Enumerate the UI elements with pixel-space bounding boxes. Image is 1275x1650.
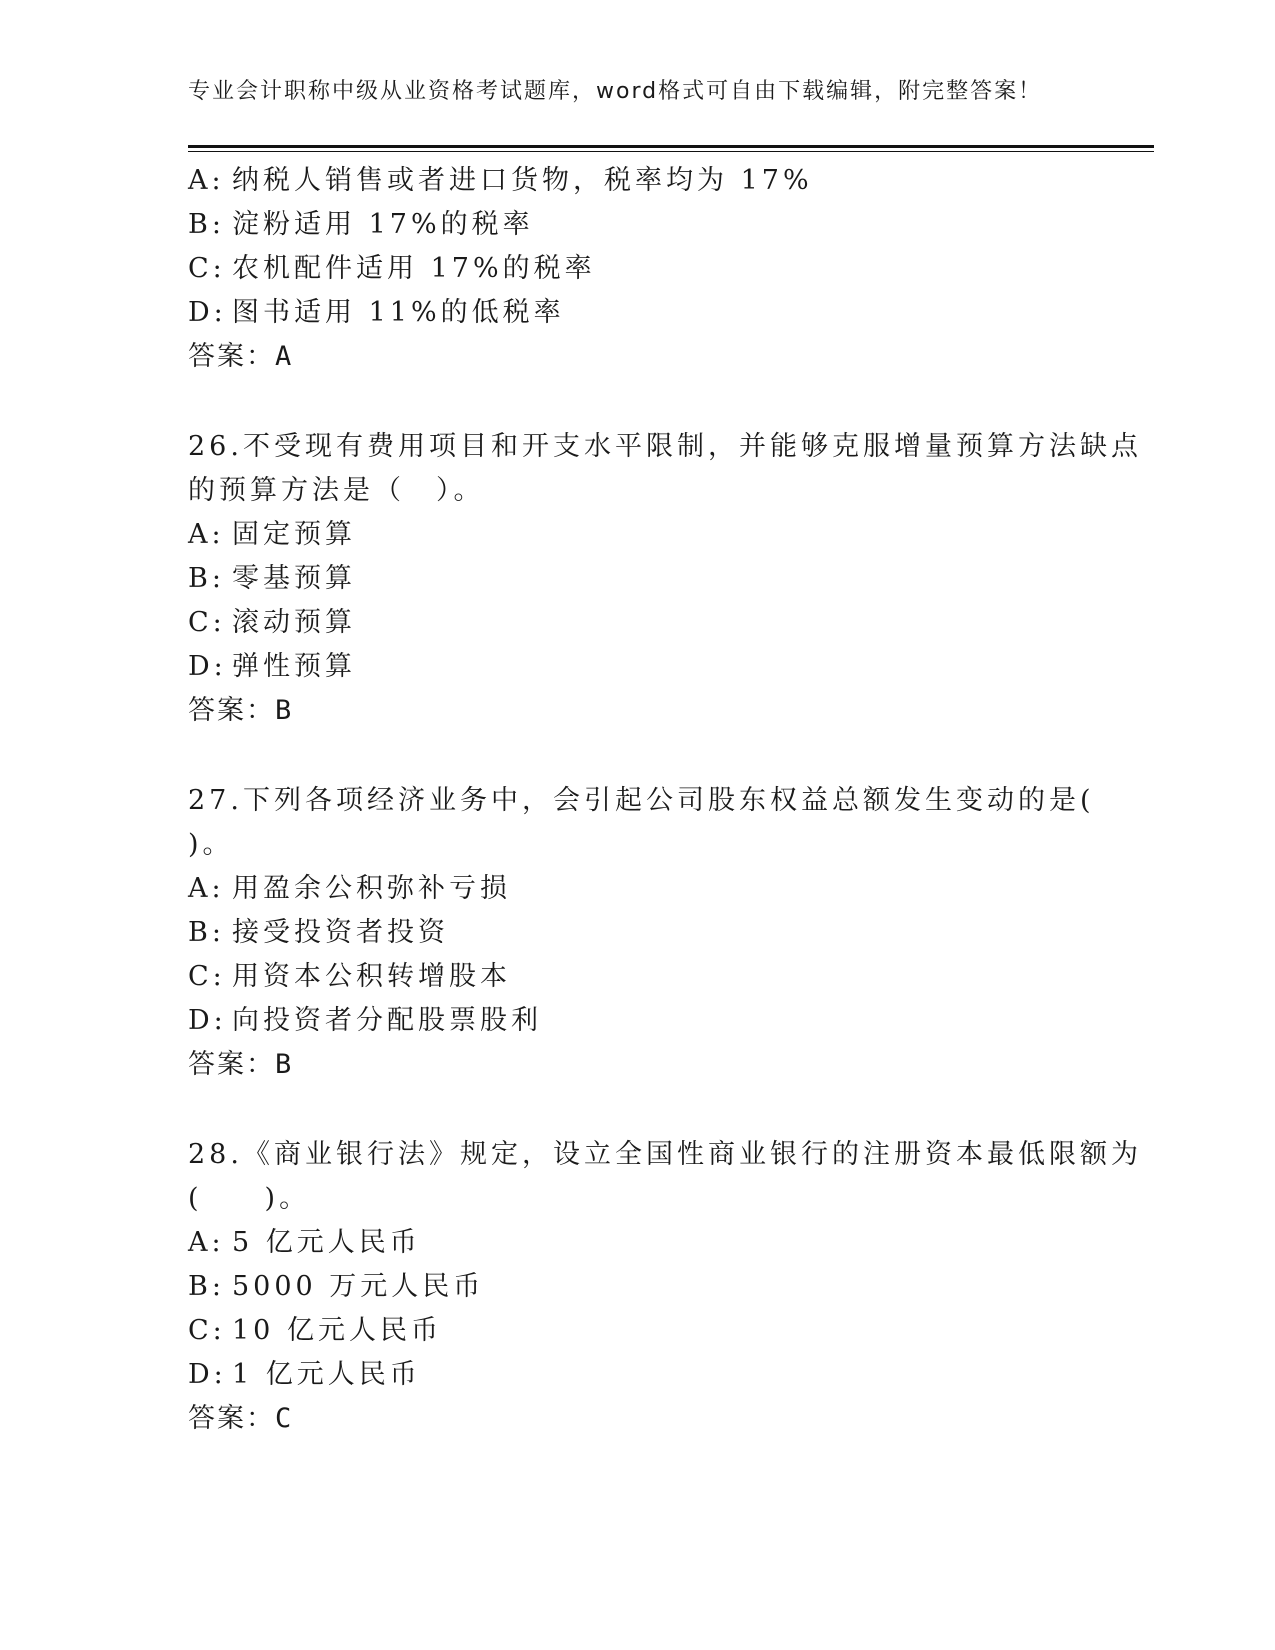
answer-value: C xyxy=(275,1403,292,1434)
header-divider-thin xyxy=(188,151,1154,152)
q27-question-line-2: )。 xyxy=(188,829,234,860)
option-letter: B: xyxy=(188,1271,225,1302)
option-letter: A: xyxy=(188,1227,225,1258)
option-text: 5 亿元人民币 xyxy=(232,1227,421,1258)
q25-option-b xyxy=(188,202,534,241)
q26-option-d xyxy=(188,644,356,683)
answer-value: A xyxy=(275,341,292,372)
option-text: 淀粉适用 17%的税率 xyxy=(232,209,534,240)
answer-label: 答案： xyxy=(188,1049,275,1080)
option-letter: D: xyxy=(188,297,227,328)
option-letter: D: xyxy=(188,1005,227,1036)
option-text: 零基预算 xyxy=(232,563,356,594)
answer-value: B xyxy=(275,1049,292,1080)
answer-label: 答案： xyxy=(188,695,275,726)
q28-answer xyxy=(188,1396,291,1435)
option-letter: D: xyxy=(188,1359,227,1390)
q28-option-d xyxy=(188,1352,421,1391)
q28-question-line-1: 28.《商业银行法》规定，设立全国性商业银行的注册资本最低限额为 xyxy=(188,1139,1142,1170)
option-text: 10 亿元人民币 xyxy=(232,1315,442,1346)
option-letter: A: xyxy=(188,873,225,904)
q28-option-c xyxy=(188,1308,442,1347)
option-letter: C: xyxy=(188,253,226,284)
answer-label: 答案： xyxy=(188,341,275,372)
q27-option-a xyxy=(188,866,511,905)
option-letter: C: xyxy=(188,607,226,638)
option-text: 用盈余公积弥补亏损 xyxy=(232,873,511,904)
option-text: 接受投资者投资 xyxy=(232,917,449,948)
option-letter: A: xyxy=(188,519,225,550)
header-divider-thick xyxy=(188,145,1154,148)
q25-option-d xyxy=(188,290,565,329)
option-text: 用资本公积转增股本 xyxy=(232,961,511,992)
q27-option-d xyxy=(188,998,542,1037)
option-text: 纳税人销售或者进口货物，税率均为 17% xyxy=(232,165,813,196)
option-text: 5000 万元人民币 xyxy=(232,1271,485,1302)
option-letter: B: xyxy=(188,563,225,594)
option-text: 向投资者分配股票股利 xyxy=(232,1005,542,1036)
answer-value: B xyxy=(275,695,292,726)
q26-option-b xyxy=(188,556,356,595)
q25-answer xyxy=(188,334,291,373)
option-letter: B: xyxy=(188,917,225,948)
option-letter: A: xyxy=(188,165,225,196)
q25-option-c xyxy=(188,246,596,285)
option-text: 1 亿元人民币 xyxy=(232,1359,421,1390)
option-text: 弹性预算 xyxy=(232,651,356,682)
q26-option-a xyxy=(188,512,356,551)
q25-option-a xyxy=(188,158,813,197)
option-letter: D: xyxy=(188,651,227,682)
option-text: 滚动预算 xyxy=(232,607,356,638)
q26-option-c xyxy=(188,600,356,639)
q28-option-a xyxy=(188,1220,421,1259)
q26-question-line-1: 26.不受现有费用项目和开支水平限制，并能够克服增量预算方法缺点 xyxy=(188,431,1142,462)
answer-label: 答案： xyxy=(188,1403,275,1434)
q27-answer xyxy=(188,1042,291,1081)
q27-option-b xyxy=(188,910,449,949)
option-text: 固定预算 xyxy=(232,519,356,550)
q27-option-c xyxy=(188,954,511,993)
q28-question-line-2: ( )。 xyxy=(188,1183,311,1214)
option-letter: B: xyxy=(188,209,225,240)
option-text: 图书适用 11%的低税率 xyxy=(232,297,565,328)
option-letter: C: xyxy=(188,961,226,992)
option-text: 农机配件适用 17%的税率 xyxy=(232,253,596,284)
q26-question-line-2: 的预算方法是（ ）。 xyxy=(188,475,485,506)
q26-answer xyxy=(188,688,291,727)
q28-option-b xyxy=(188,1264,484,1303)
page-header: 专业会计职称中级从业资格考试题库，word格式可自由下载编辑，附完整答案！ xyxy=(188,79,1043,104)
option-letter: C: xyxy=(188,1315,226,1346)
q27-question-line-1: 27.下列各项经济业务中，会引起公司股东权益总额发生变动的是( xyxy=(188,785,1095,816)
